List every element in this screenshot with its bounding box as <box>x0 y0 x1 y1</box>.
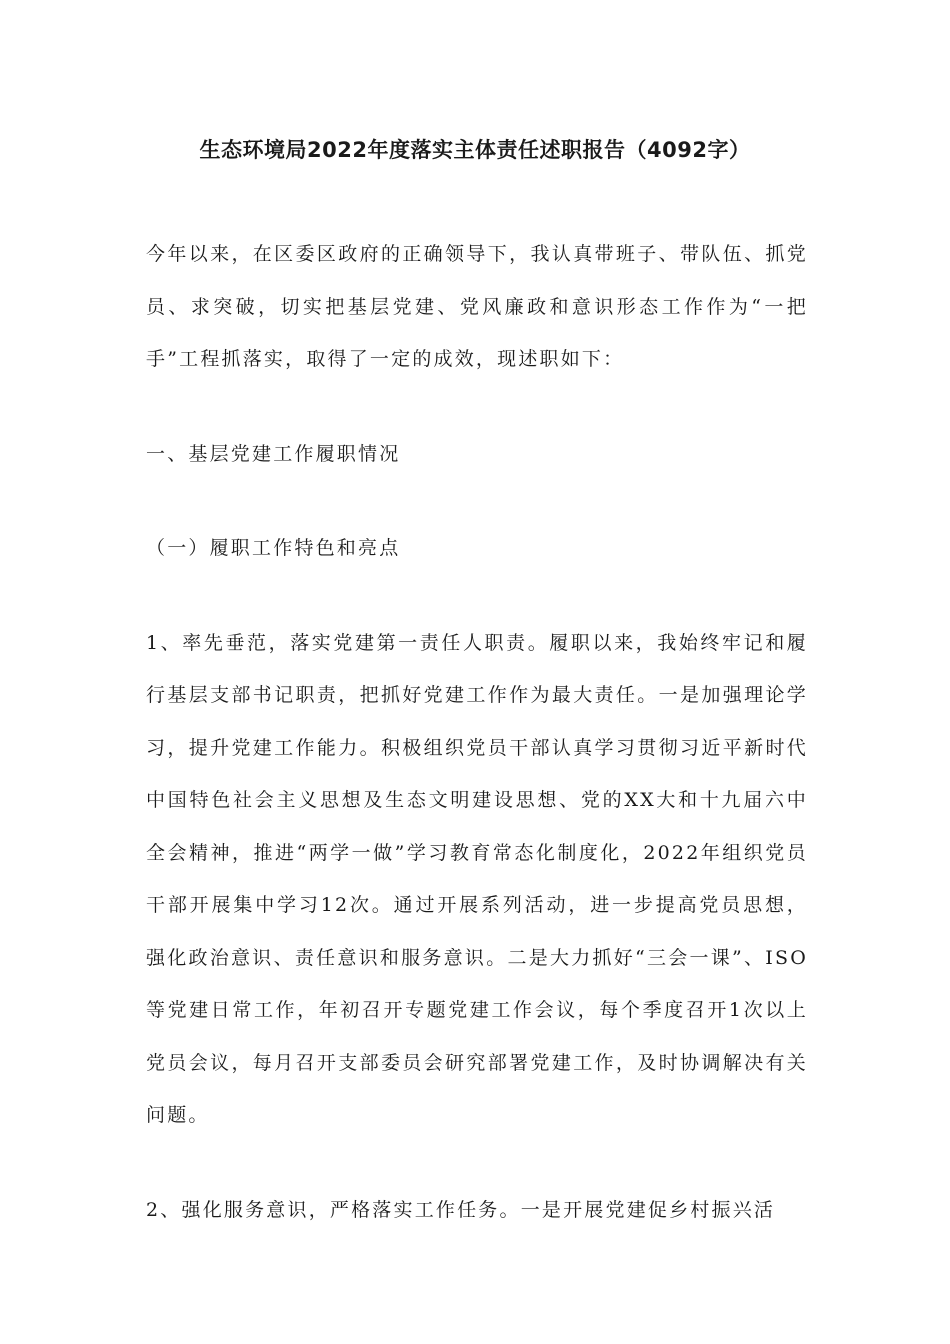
intro-paragraph: 今年以来，在区委区政府的正确领导下，我认真带班子、带队伍、抓党员、求突破，切实把基层党建、党风廉政和意识形态工作作为“一把手”工程抓落实，取得了一定的成效，现述职如下： <box>146 243 808 370</box>
subsection-heading: （一）履职工作特色和亮点 <box>146 537 401 559</box>
document-body <box>146 228 808 1236</box>
body-paragraph: 2、强化服务意识，严格落实工作任务。一是开展党建促乡村振兴活 <box>146 1198 776 1221</box>
body-paragraph: 1、率先垂范，落实党建第一责任人职责。履职以来，我始终牢记和履行基层支部书记职责，把抓好党建工作作为最大责任。一是加强理论学习，提升党建工作能力。积极组织党员干部认真学习贯彻习近平新时代中国特色社会主义思想及生态文明建设思想、党的XX大和十九届六中全会精神，推进“两学一做”学习教育常态化制度化，2022年组织党员干部开展集中学习12次。通过开展系列活动，进一步提高党员思想，强化政治意识、责任意识和服务意识。二是大力抓好“三会一课”、ISO等党建日常工作，年初召开专题党建工作会议，每个季度召开1次以上党员会议，每月召开支部委员会研究部署党建工作，及时协调解决有关问题。 <box>146 631 808 1126</box>
document-title: 生态环境局2022年度落实主体责任述职报告（4092字） <box>199 138 751 162</box>
section-heading: 一、基层党建工作履职情况 <box>146 442 401 465</box>
